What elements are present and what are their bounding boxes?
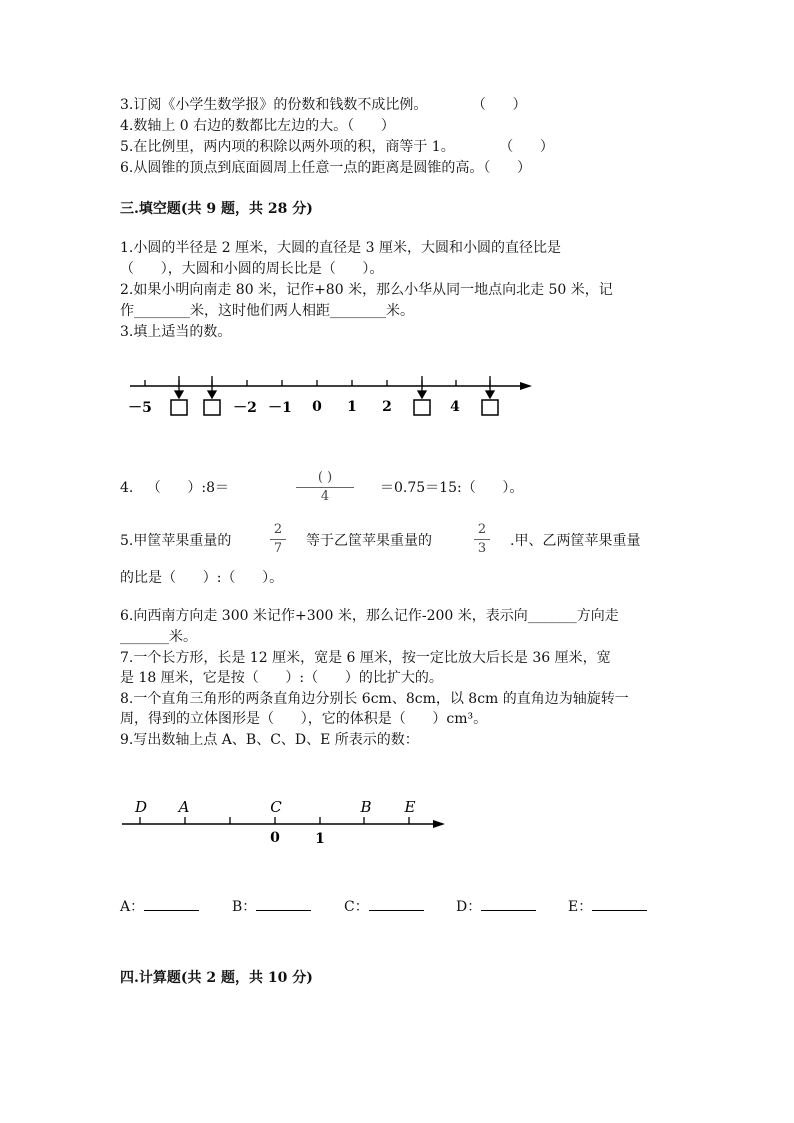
point-label-d: D <box>134 798 148 816</box>
fraction-numerator: 2 <box>273 522 283 537</box>
tick-label: 4 <box>450 399 460 415</box>
fill-q4-right: ＝0.75＝15:（ ）。 <box>380 480 524 496</box>
fill-q6-line1: 6.向西南方向走 300 米记作+300 米，那么记作-200 米，表示向_______方向走 <box>120 608 619 624</box>
fill-q1-line2: （ ），大圆和小圆的周长比是（ ）。 <box>120 261 384 277</box>
tick-label: 1 <box>347 399 357 415</box>
fill-q5-right: .甲、乙两筐苹果重量 <box>510 533 641 549</box>
tick-label: 0 <box>312 399 322 415</box>
fraction-numerator: ( ) <box>317 470 333 485</box>
tick-label: －2 <box>233 400 257 416</box>
judge-q5: 5.在比例里，两内项的积除以两外项的积，商等于 1。 （ ） <box>120 139 554 155</box>
fraction-denominator: 7 <box>273 541 283 556</box>
fill-q7-line1: 7.一个长方形，长是 12 厘米，宽是 6 厘米，按一定比放大后长是 36 厘米，宽 <box>120 650 611 666</box>
answer-b[interactable]: B： <box>232 896 311 916</box>
answer-box <box>414 400 430 415</box>
fill-q5-left: 5.甲筐苹果重量的 <box>120 533 232 549</box>
judge-q3: 3.订阅《小学生数学报》的份数和钱数不成比例。 （ ） <box>120 97 527 113</box>
fill-q1-line1: 1.小圆的半径是 2 厘米，大圆的直径是 3 厘米，大圆和小圆的直径比是 <box>120 240 561 256</box>
point-label-b: B <box>360 798 372 816</box>
answer-a[interactable]: A： <box>120 896 199 916</box>
fill-q2-line1: 2.如果小明向南走 80 米，记作+80 米，那么小华从同一地点向北走 50 米，记 <box>120 282 613 298</box>
fill-q5-middle: 等于乙筐苹果重量的 <box>306 533 432 549</box>
fraction-bar <box>474 539 490 540</box>
fraction-bar <box>270 539 286 540</box>
axis-arrow <box>520 382 532 390</box>
tick-label: －5 <box>128 400 152 416</box>
fill-q4-fraction <box>296 470 354 505</box>
fraction-numerator: 2 <box>477 522 487 537</box>
answer-box <box>171 400 187 415</box>
tick-label-one: 1 <box>315 831 325 847</box>
fill-q5-line2: 的比是（ ）:（ ）。 <box>120 570 284 586</box>
fraction-denominator: 3 <box>477 541 487 556</box>
tick-label: 2 <box>382 399 392 415</box>
tick-label: －1 <box>268 400 292 416</box>
point-label-c: C <box>270 798 282 816</box>
tick-label-zero: 0 <box>270 830 280 846</box>
number-line-1 <box>120 368 540 423</box>
judge-q4: 4.数轴上 0 右边的数都比左边的大。（ ） <box>120 118 395 134</box>
fraction-denominator: 4 <box>320 489 330 504</box>
fill-q5-fraction-2 <box>474 522 490 557</box>
answer-d[interactable]: D： <box>456 896 536 916</box>
judge-q6: 6.从圆锥的顶点到底面圆周上任意一点的距离是圆锥的高。（ ） <box>120 160 532 176</box>
answer-box <box>482 400 498 415</box>
section4-title: 四.计算题(共 2 题，共 10 分) <box>120 970 313 986</box>
fill-q9: 9.写出数轴上点 A、B、C、D、E 所表示的数： <box>120 732 419 748</box>
number-line-2 <box>120 795 450 850</box>
point-label-a: A <box>178 798 190 816</box>
fill-q4-left: 4. （ ）:8＝ <box>120 480 230 496</box>
fill-q6-line2: _______米。 <box>120 629 197 645</box>
fraction-bar <box>296 487 354 488</box>
section3-title: 三.填空题(共 9 题，共 28 分) <box>120 201 313 217</box>
fill-q5-fraction-1 <box>270 522 286 557</box>
fill-q2-line2: 作________米，这时他们两人相距________米。 <box>120 303 414 319</box>
fill-q8-line1: 8.一个直角三角形的两条直角边分别长 6cm、8cm，以 8cm 的直角边为轴旋转一 <box>120 691 629 707</box>
point-label-e: E <box>404 798 416 816</box>
fill-q7-line2: 是 18 厘米，它是按（ ）:（ ）的比扩大的。 <box>120 670 443 686</box>
axis-arrow <box>433 820 445 828</box>
answer-e[interactable]: E： <box>568 896 647 916</box>
answer-box <box>204 400 220 415</box>
answer-c[interactable]: C： <box>344 896 424 916</box>
fill-q3: 3.填上适当的数。 <box>120 324 232 340</box>
fill-q8-line2: 周，得到的立体图形是（ ），它的体积是（ ）cm³。 <box>120 711 488 727</box>
